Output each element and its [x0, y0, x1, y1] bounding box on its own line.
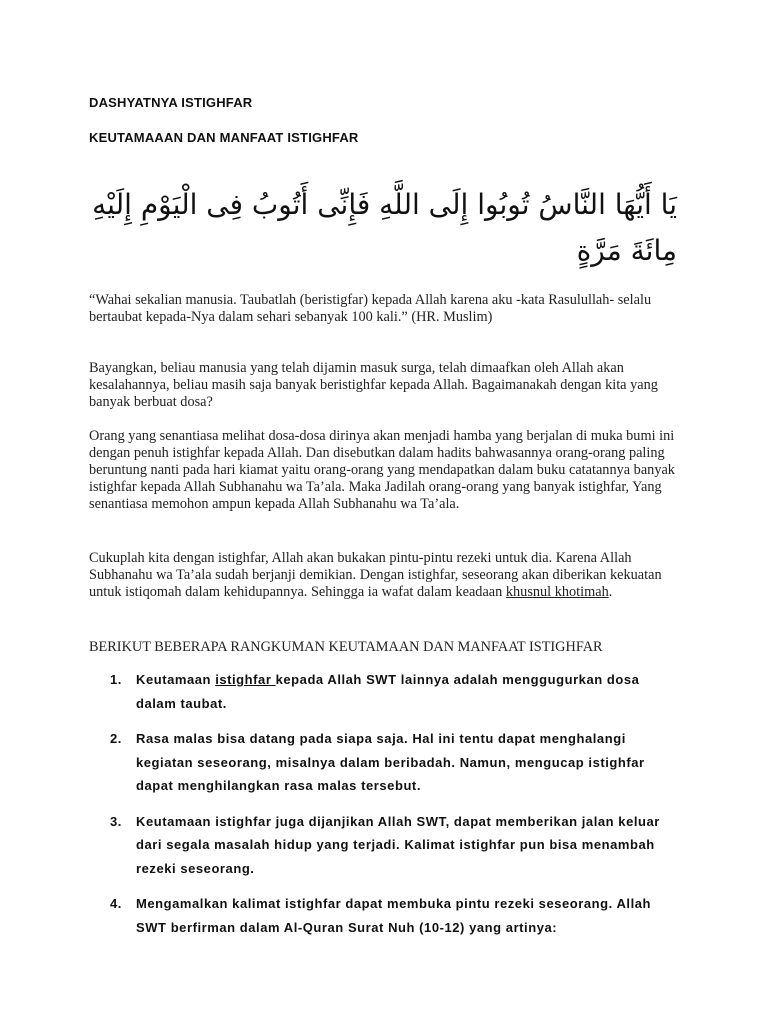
list-item-pre: Keutamaan: [136, 672, 216, 687]
paragraph-3: [89, 550, 679, 601]
list-item: [110, 892, 670, 939]
paragraph-3-end: .: [608, 584, 613, 600]
list-number: 3.: [110, 813, 122, 829]
list-item: [110, 727, 670, 798]
list-number: 4.: [110, 896, 122, 911]
section-heading: BERIKUT BEBERAPA RANGKUMAN KEUTAMAAN DAN MANFAAT ISTIGHFAR: [89, 639, 603, 655]
list-number: 1.: [110, 672, 122, 687]
khusnul-khotimah-link[interactable]: khusnul khotimah: [505, 584, 609, 600]
list-item-text: Mengamalkan kalimat istighfar dapat membuka pintu rezeki seseorang. Allah SWT berfirman dalam Al-Quran Surat Nuh (10-12) yang artinya:: [136, 896, 652, 935]
paragraph-2: Orang yang senantiasa melihat dosa-dosa dirinya akan menjadi hamba yang berjalan di muka bumi ini dengan penuh istighfar kepada Allah. Dan disebutkan dalam hadits bahwasannya orang-orang paling beruntung nanti pada hari kiamat yaitu orang-orang yang mendapatkan dalam buku catatannya banyak istighfar kepada Allah Subhanahu wa Ta’ala. Maka Jadilah orang-orang yang banyak istighfar, Yang senantiasa memohon ampun kepada Allah Subhanahu wa Ta’ala.: [89, 428, 675, 512]
paragraph-1: Bayangkan, beliau manusia yang telah dijamin masuk surga, telah dimaafkan oleh Allah akan kesalahannya, beliau masih saja banyak beristighfar kepada Allah. Bagaimanakah dengan kita yang banyak berbuat dosa?: [89, 360, 658, 410]
list-item: [110, 668, 670, 715]
list-number: 2.: [110, 731, 122, 746]
istighfar-link[interactable]: istighfar: [215, 672, 276, 687]
benefits-list: [110, 668, 670, 951]
list-item-text: Keutamaan istighfar juga dijanjikan Allah SWT, dapat memberikan jalan keluar dari segala masalah hidup yang terjadi. Kalimat istighfar pun bisa menambah rezeki seseorang.: [136, 813, 660, 876]
document-title: DASHYATNYA ISTIGHFAR: [89, 95, 253, 110]
arabic-verse: يَا أَيُّهَا النَّاسُ تُوبُوا إِلَى اللَّهِ فَإِنِّى أَتُوبُ فِى الْيَوْمِ إِلَيْهِ مِائَةَ مَرَّةٍ: [92, 188, 677, 267]
document-subtitle: KEUTAMAAAN DAN MANFAAT ISTIGHFAR: [89, 130, 359, 145]
paragraph-3-text: Cukuplah kita dengan istighfar, Allah akan bukakan pintu-pintu rezeki untuk dia. Karena Allah Subhanahu wa Ta’ala sudah berjanji demikian. Dengan istighfar, seseorang akan diberikan kekuatan untuk istiqomah dalam kehidupannya. Sehingga ia wafat dalam keadaan: [89, 550, 662, 600]
list-item-text: kepada Allah SWT lainnya adalah menggugurkan dosa dalam taubat.: [136, 672, 640, 711]
list-item: [110, 810, 670, 881]
translation-paragraph: “Wahai sekalian manusia. Taubatlah (beristigfar) kepada Allah karena aku -kata Rasulullah- selalu bertaubat kepada-Nya dalam sehari sebanyak 100 kali.” (HR. Muslim): [89, 292, 652, 325]
list-item-text: Rasa malas bisa datang pada siapa saja. Hal ini tentu dapat menghalangi kegiatan seseorang, misalnya dalam beribadah. Namun, mengucap istighfar dapat menghilangkan rasa malas tersebut.: [136, 731, 645, 793]
